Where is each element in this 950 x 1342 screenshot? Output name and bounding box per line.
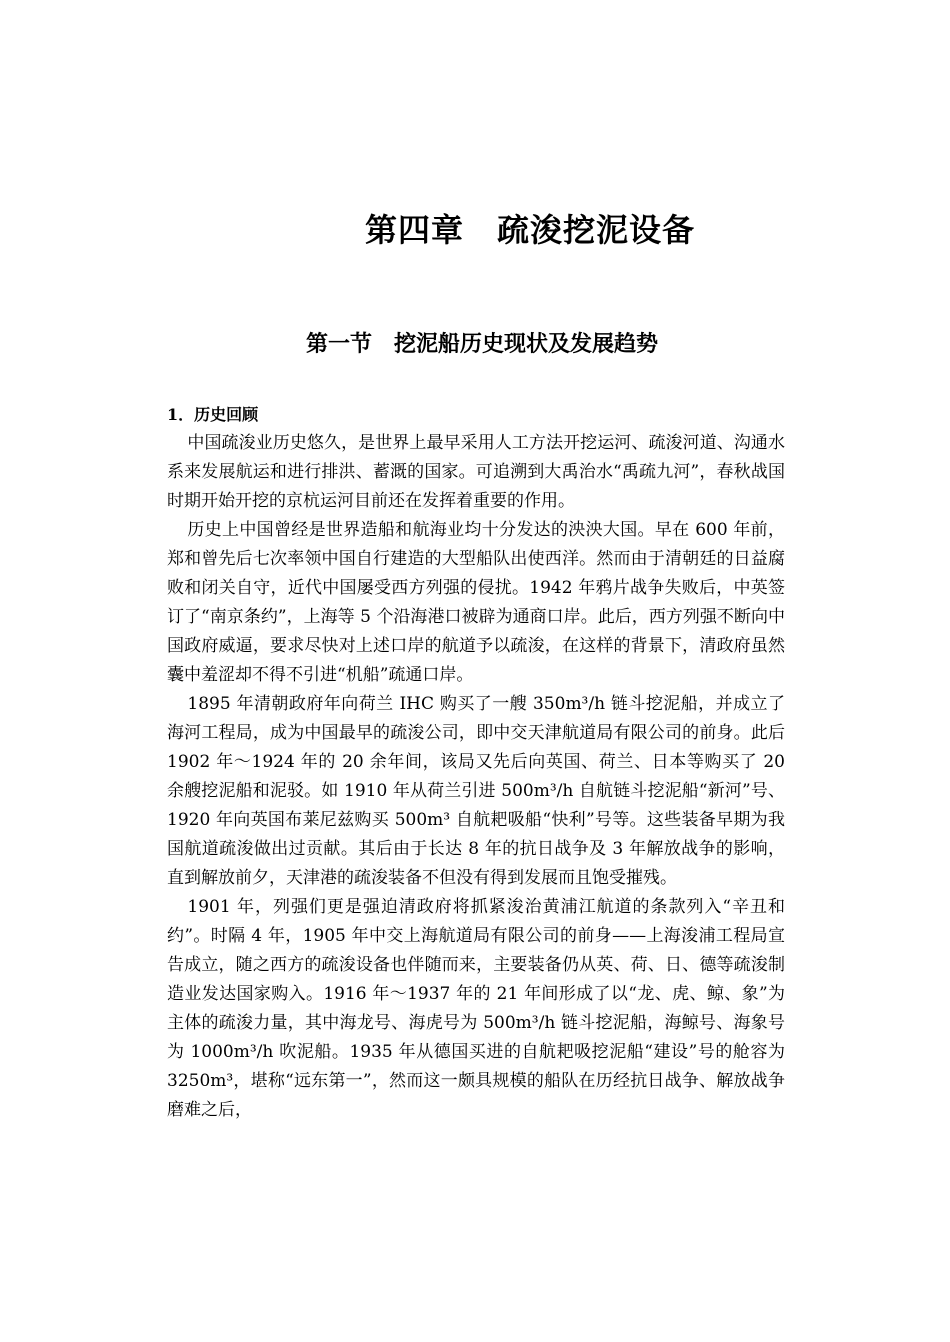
paragraph-3: 1895 年清朝政府年向荷兰 IHC 购买了一艘 350m³/h 链斗挖泥船，并成立了海河工程局，成为中国最早的疏浚公司，即中交天津航道局有限公司的前身。此后 1902 年～1924 年的 20 余年间，该局又先后向英国、荷兰、日本等购买了 20 余艘挖泥船和泥驳。如 1910 年从荷兰引进 500m³/h 自航链斗挖泥船“新河”号、1920 年向英国布莱尼兹购买 500m³ 自航耙吸船“快利”号等。这些装备早期为我国航道疏浚做出过贡献。其后由于长达 8 年的抗日战争及 3 年解放战争的影响，直到解放前夕，天津港的疏浚装备不但没有得到发展而且饱受摧残。 bbox=[167, 694, 785, 888]
body-text bbox=[167, 400, 785, 1125]
subheading-history-review: 1．历史回顾 bbox=[167, 405, 259, 424]
paragraph-1: 中国疏浚业历史悠久，是世界上最早采用人工方法开挖运河、疏浚河道、沟通水系来发展航运和进行排洪、蓄溉的国家。可追溯到大禹治水“禹疏九河”，春秋战国时期开始开挖的京杭运河目前还在发挥着重要的作用。 bbox=[167, 433, 785, 511]
section-title: 第一节 挖泥船历史现状及发展趋势 bbox=[305, 331, 658, 357]
paragraph-4: 1901 年，列强们更是强迫清政府将抓紧浚治黄浦江航道的条款列入“辛丑和约”。时隔 4 年，1905 年中交上海航道局有限公司的前身——上海浚浦工程局宣告成立，随之西方的疏浚设备也伴随而来，主要装备仍从英、荷、日、德等疏浚制造业发达国家购入。1916 年～1937 年的 21 年间形成了以“龙、虎、鲸、象”为主体的疏浚力量，其中海龙号、海虎号为 500m³/h 链斗挖泥船，海鲸号、海象号为 1000m³/h 吹泥船。1935 年从德国买进的自航耙吸挖泥船“建设”号的舱容为 3250m³，堪称“远东第一”，然而这一颇具规模的船队在历经抗日战争、解放战争磨难之后， bbox=[167, 897, 785, 1120]
paragraph-2: 历史上中国曾经是世界造船和航海业均十分发达的泱泱大国。早在 600 年前，郑和曾先后七次率领中国自行建造的大型船队出使西洋。然而由于清朝廷的日益腐败和闭关自守，近代中国屡受西方列强的侵扰。1942 年鸦片战争失败后，中英签订了“南京条约”，上海等 5 个沿海港口被辟为通商口岸。此后，西方列强不断向中国政府威逼，要求尽快对上述口岸的航道予以疏浚，在这样的背景下，清政府虽然囊中羞涩却不得不引进“机船”疏通口岸。 bbox=[167, 520, 785, 685]
chapter-title: 第四章 疏浚挖泥设备 bbox=[364, 211, 695, 249]
